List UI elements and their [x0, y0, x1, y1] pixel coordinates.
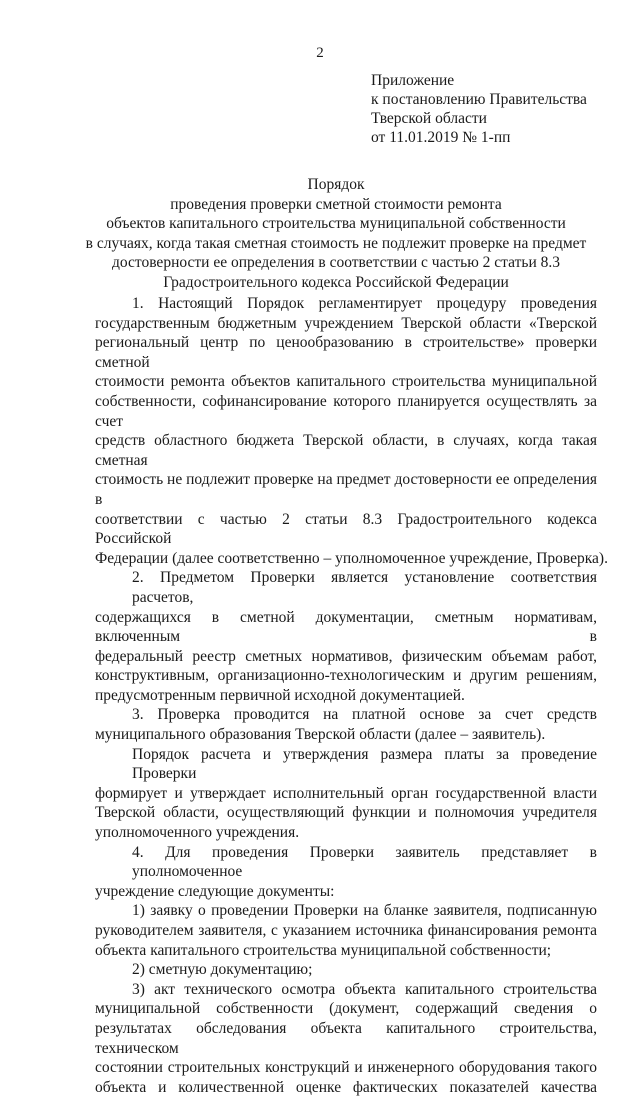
title-line: объектов капитального строительства муниципальной собственности: [106, 215, 566, 232]
body-line: муниципального образования Тверской области (далее – заявитель).: [95, 726, 546, 744]
body-line: состоянии строительных конструкций и инженерного оборудования такого: [95, 1059, 597, 1077]
body-line: муниципальной собственности (документ, содержащий сведения о: [95, 1000, 597, 1018]
title-line: достоверности ее определения в соответствии с частью 2 статьи 8.3: [111, 254, 560, 271]
body-line: результатах обследования объекта капитального строительства, техническом: [95, 1019, 597, 1057]
body-line: 2) сметную документацию;: [132, 961, 313, 979]
body-line: соответствии с частью 2 статьи 8.3 Градостроительного кодекса Российской: [95, 510, 597, 548]
body-line: Федерации (далее соответственно – уполномоченное учреждение, Проверка).: [95, 549, 608, 567]
body-line: Тверской области, осуществляющий функции и полномочия учредителя: [95, 804, 597, 822]
body-line: предусмотренным первичной исходной документацией.: [95, 686, 465, 704]
appendix-line: к постановлению Правительства: [371, 91, 587, 108]
document-title: [60, 175, 612, 292]
body-line: региональный центр по ценообразованию в строительстве» проверки сметной: [95, 334, 597, 371]
appendix-line: Тверской области: [371, 110, 487, 127]
body-line: 4. Для проведения Проверки заявитель представляет в уполномоченное: [132, 843, 597, 881]
body-line: Порядок расчета и утверждения размера платы за проведение Проверки: [132, 745, 597, 783]
body-line: 3. Проверка проводится на платной основе за счет средств: [132, 706, 597, 724]
body-line: средств областного бюджета Тверской области, в случаях, когда такая сметная: [95, 432, 597, 469]
body-line: объекта капитального строительства муниципальной собственности;: [95, 941, 552, 959]
title-line: Градостроительного кодекса Российской Федерации: [163, 273, 509, 291]
appendix-block: [371, 71, 587, 147]
body-line: собственности, софинансирование которого планируется осуществлять за счет: [95, 392, 597, 430]
title-line: в случаях, когда такая сметная стоимость не подлежит проверке на предмет: [85, 234, 587, 252]
body-line: стоимости ремонта объектов капитального строительства муниципальной: [95, 373, 597, 391]
body-line: руководителем заявителя, с указанием источника финансирования ремонта: [95, 922, 597, 939]
body-line: объекта и количественной оценке фактических показателей качества: [95, 1078, 597, 1096]
title-line: проведения проверки сметной стоимости ремонта: [170, 195, 502, 213]
body-line: федеральный реестр сметных нормативов, физическим объемам работ,: [95, 647, 597, 665]
body-line: уполномоченного учреждения.: [95, 824, 300, 842]
body-line: 3) акт технического осмотра объекта капитального строительства: [132, 980, 597, 998]
body-line: государственным бюджетным учреждением Тверской области «Тверской: [95, 314, 597, 332]
title-heading: Порядок: [307, 176, 365, 193]
appendix-line: Приложение: [371, 72, 455, 89]
body-line: стоимость не подлежит проверке на предмет достоверности ее определения в: [95, 471, 597, 508]
body-line: конструктивным, организационно-технологическим и другим решениям,: [95, 667, 597, 685]
page-number: 2: [316, 45, 324, 61]
body-line: содержащихся в сметной документации, сметным нормативам, включенным в: [95, 608, 597, 646]
body-line: формирует и утверждает исполнительный орган государственной власти: [95, 784, 597, 802]
document-body: [95, 294, 608, 1097]
body-line: учреждение следующие документы:: [95, 882, 335, 900]
appendix-line: от 11.01.2019 № 1-пп: [371, 129, 511, 146]
body-line: 1) заявку о проведении Проверки на бланке заявителя, подписанную: [132, 902, 597, 920]
body-line: 2. Предметом Проверки является установление соответствия расчетов,: [132, 569, 597, 606]
body-line: 1. Настоящий Порядок регламентирует процедуру проведения: [132, 295, 597, 312]
